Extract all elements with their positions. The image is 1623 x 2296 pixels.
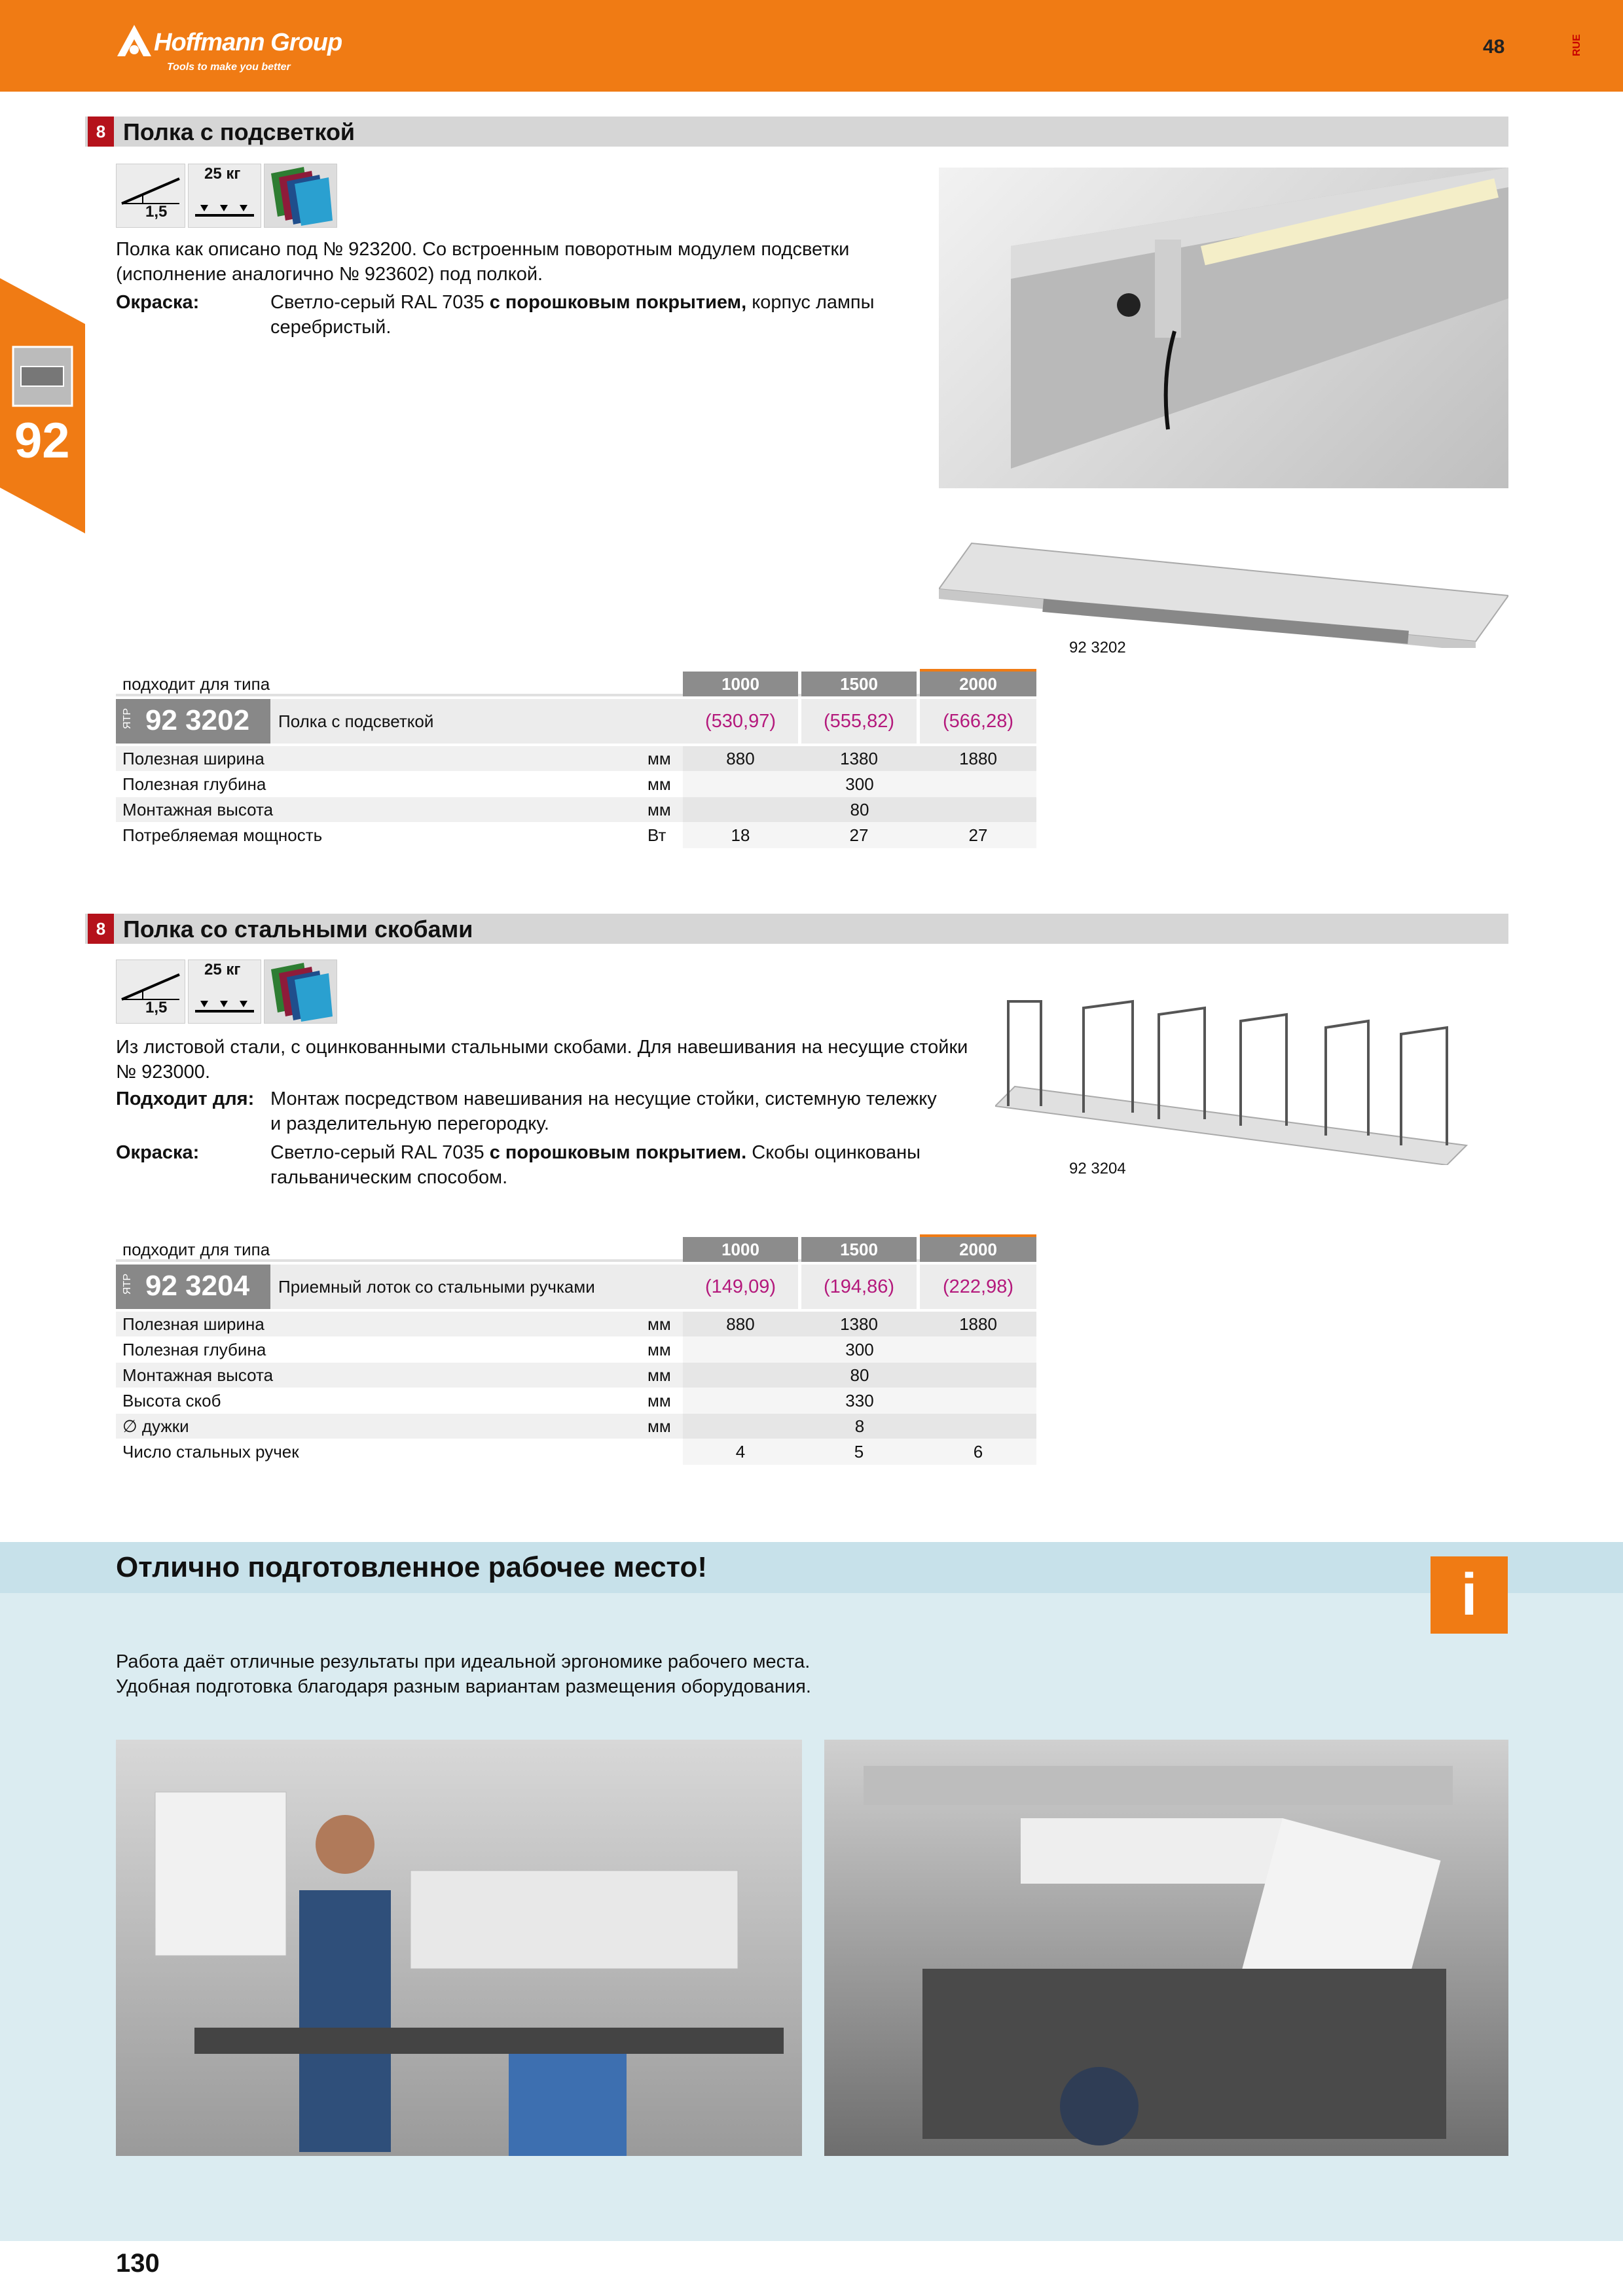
row-label: Полезная ширина <box>122 1314 264 1334</box>
description-line: № 923000. <box>116 1062 210 1083</box>
row-value: 880 <box>726 748 755 768</box>
row-value: 80 <box>850 799 869 819</box>
row-unit: мм <box>647 1416 671 1436</box>
row-unit: мм <box>647 1391 671 1410</box>
fits-text: и разделительную перегородку. <box>270 1113 549 1134</box>
row-value: 18 <box>731 825 750 845</box>
type-column-header: 2000 <box>920 1237 1036 1262</box>
row-label: Монтажная высота <box>122 1365 274 1385</box>
row-value: 5 <box>854 1441 864 1462</box>
paint-label: Окраска: <box>116 1142 200 1163</box>
fits-label: Подходит для: <box>116 1088 255 1109</box>
image-caption: 92 3204 <box>1069 1160 1126 1177</box>
table-header-label: подходит для типа <box>122 1240 270 1259</box>
row-value: 1880 <box>959 1314 997 1334</box>
brand-tagline: Tools to make you better <box>167 62 291 73</box>
type-column-header: 1000 <box>683 672 798 696</box>
paint-text: Светло-серый RAL 7035 с порошковым покрытием, корпус лампы <box>270 292 875 313</box>
row-unit: Вт <box>647 825 666 845</box>
row-value: 300 <box>845 774 874 794</box>
row-value: 27 <box>849 825 869 845</box>
row-label: Высота скоб <box>122 1391 221 1410</box>
row-unit: мм <box>647 1365 671 1385</box>
product-name: Полка с подсветкой <box>278 711 434 731</box>
row-unit: мм <box>647 800 671 819</box>
brand-name: Hoffmann Group <box>154 29 342 56</box>
row-label: Полезная глубина <box>122 774 266 794</box>
row-unit: мм <box>647 1314 671 1334</box>
product-photo-lit-shelf <box>939 168 1508 488</box>
product-name: Приемный лоток со стальными ручками <box>278 1277 595 1297</box>
info-line: Работа даёт отличные результаты при идеальной эргономике рабочего места. <box>116 1651 811 1672</box>
load-value: 25 кг <box>204 165 241 183</box>
sku-prefix: ЯТР <box>122 708 133 729</box>
info-title: Отлично подготовленное рабочее место! <box>116 1551 708 1583</box>
price-cell: (555,82) <box>801 699 917 744</box>
info-icon: i <box>1431 1556 1508 1634</box>
hoffmann-logo-icon <box>115 22 154 59</box>
section-title: Полка с подсветкой <box>123 118 356 145</box>
info-text <box>116 1649 811 1699</box>
language-code: RUE <box>1571 34 1582 56</box>
type-column-header: 1500 <box>801 1237 917 1262</box>
spec-table-2 <box>116 1312 1036 1465</box>
row-value: 880 <box>726 1314 755 1334</box>
row-unit: мм <box>647 1340 671 1359</box>
angle-value: 1,5 <box>145 999 168 1016</box>
row-value: 6 <box>973 1441 983 1462</box>
color-swatches-icon <box>264 164 337 228</box>
row-value: 1880 <box>959 748 997 768</box>
paint-text-line2: гальваническим способом. <box>270 1167 508 1188</box>
row-label: Полезная глубина <box>122 1340 266 1359</box>
product-photo-shelf <box>939 537 1508 648</box>
angle-value: 1,5 <box>145 203 168 221</box>
description-line: Из листовой стали, с оцинкованными стальными скобами. Для навешивания на несущие стойки <box>116 1037 968 1058</box>
image-caption: 92 3202 <box>1069 639 1126 656</box>
type-column-header: 1500 <box>801 672 917 696</box>
row-value: 80 <box>850 1365 869 1385</box>
row-unit: мм <box>647 749 671 768</box>
row-value: 300 <box>845 1339 874 1359</box>
section-number: 8 <box>88 117 114 147</box>
spec-table-1 <box>116 746 1036 848</box>
product-photo-bracket-shelf <box>995 995 1506 1165</box>
color-swatches-icon <box>264 960 337 1024</box>
row-label: Монтажная высота <box>122 800 274 819</box>
load-value: 25 кг <box>204 961 241 978</box>
row-value: 330 <box>845 1390 874 1410</box>
description-line: Полка как описано под № 923200. Со встроенным поворотным модулем подсветки <box>116 239 850 260</box>
page-code: 48 <box>1483 36 1505 58</box>
type-column-header: 2000 <box>920 672 1036 696</box>
type-column-header: 1000 <box>683 1237 798 1262</box>
row-value: 1380 <box>840 1314 878 1334</box>
workplace-photo-right <box>824 1740 1508 2156</box>
row-label: Потребляемая мощность <box>122 825 323 845</box>
row-unit: мм <box>647 774 671 794</box>
row-label: Число стальных ручек <box>122 1442 299 1462</box>
row-label: Полезная ширина <box>122 749 264 768</box>
sku-number: 92 3202 <box>145 704 250 736</box>
table-header-label: подходит для типа <box>122 674 270 694</box>
row-label: ∅ дужки <box>122 1416 189 1436</box>
chapter-tab <box>0 278 85 533</box>
chapter-number: 92 <box>14 413 70 469</box>
price-cell: (530,97) <box>683 699 798 744</box>
row-value: 8 <box>854 1416 865 1436</box>
price-cell: (149,09) <box>683 1265 798 1309</box>
row-value: 1380 <box>840 748 878 768</box>
price-cell: (566,28) <box>920 699 1036 744</box>
page-number: 130 <box>116 2249 160 2278</box>
fits-text: Монтаж посредством навешивания на несущие стойки, системную тележку <box>270 1088 937 1109</box>
row-value: 27 <box>968 825 988 845</box>
accent-line <box>920 669 1036 672</box>
price-cell: (194,86) <box>801 1265 917 1309</box>
accent-line <box>920 1234 1036 1237</box>
section-title: Полка со стальными скобами <box>123 916 473 942</box>
section-number: 8 <box>88 914 114 944</box>
sku-number: 92 3204 <box>145 1270 250 1302</box>
row-value: 4 <box>735 1441 746 1462</box>
price-cell: (222,98) <box>920 1265 1036 1309</box>
info-line: Удобная подготовка благодаря разным вариантам размещения оборудования. <box>116 1676 811 1697</box>
description-line: (исполнение аналогично № 923602) под полкой. <box>116 264 543 285</box>
paint-text: Светло-серый RAL 7035 с порошковым покрытием. Скобы оцинкованы <box>270 1142 921 1163</box>
workplace-photo-left <box>116 1740 802 2156</box>
paint-label: Окраска: <box>116 292 200 313</box>
paint-text-line2: серебристый. <box>270 317 392 338</box>
sku-prefix: ЯТР <box>122 1274 133 1295</box>
